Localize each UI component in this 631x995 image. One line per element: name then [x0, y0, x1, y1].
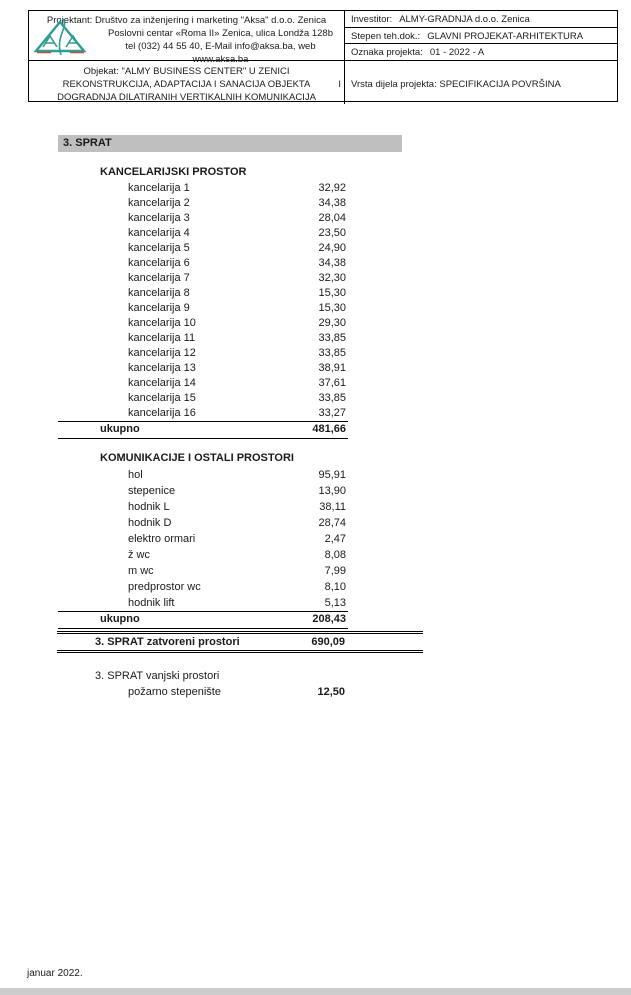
project-info-cell — [345, 11, 617, 60]
row-label: kancelarija 12 — [128, 347, 196, 359]
row-label: kancelarija 4 — [128, 227, 190, 239]
floor-title: 3. SPRAT — [63, 137, 112, 149]
table-row — [58, 547, 348, 563]
row-label: kancelarija 2 — [128, 197, 190, 209]
table-row — [58, 595, 348, 611]
page-bottom-edge — [0, 988, 631, 995]
table-row — [58, 301, 348, 316]
title-block-row1 — [29, 11, 617, 65]
table-row — [58, 196, 348, 211]
table-row — [58, 211, 348, 226]
table-row — [58, 531, 348, 547]
stepen-value: GLAVNI PROJEKAT-ARHITEKTURA — [427, 30, 584, 42]
grand-total-label: 3. SPRAT zatvoreni prostori — [95, 635, 240, 648]
row-label: kancelarija 5 — [128, 242, 190, 254]
table-row — [58, 271, 348, 286]
row-label: kancelarija 10 — [128, 317, 196, 329]
investitor-row — [345, 11, 617, 28]
oznaka-row — [345, 44, 617, 60]
row-value: 8,10 — [324, 581, 346, 593]
row-label: hodnik lift — [128, 597, 175, 609]
investitor-value: ALMY-GRADNJA d.o.o. Zenica — [399, 14, 530, 25]
row-value: 32,92 — [318, 182, 346, 194]
communications-rows — [58, 467, 348, 611]
row-label: kancelarija 8 — [128, 287, 190, 299]
title-block-row2 — [29, 61, 617, 104]
row-label: stepenice — [128, 485, 176, 497]
objekat-cell — [29, 61, 345, 104]
total-label: ukupno — [100, 613, 140, 625]
title-block — [28, 10, 618, 102]
row-label: elektro ormari — [128, 533, 196, 545]
investitor-label: Investitor: — [351, 14, 393, 25]
table-row — [58, 515, 348, 531]
row-value: 7,99 — [324, 565, 346, 577]
objekat-line2-overflow: I — [338, 79, 341, 90]
table-row — [58, 331, 348, 346]
row-value: 95,91 — [318, 469, 346, 481]
objekat-line3: DOGRADNJA DILATIRANIH VERTIKALNIH KOMUNIKACIJA — [57, 92, 316, 103]
section-title: KANCELARIJSKI PROSTOR — [100, 166, 247, 178]
section-communications — [58, 451, 348, 629]
row-label: kancelarija 15 — [128, 392, 196, 404]
row-value: 24,90 — [318, 242, 346, 254]
row-value: 37,61 — [318, 377, 346, 389]
row-value: 28,04 — [318, 212, 346, 224]
row-label: kancelarija 7 — [128, 272, 190, 284]
objekat-line2: REKONSTRUKCIJA, ADAPTACIJA I SANACIJA OBJEKTA — [62, 79, 311, 90]
table-row — [58, 391, 348, 406]
table-row — [58, 579, 348, 595]
stepen-label: Stepen teh.dok.: — [351, 30, 421, 42]
row-value: 33,85 — [318, 332, 346, 344]
offices-rows — [58, 181, 348, 421]
projektant-line3: tel (032) 44 55 40, E-Mail info@aksa.ba, web www.aksa.ba — [125, 41, 316, 65]
oznaka-value: 01 - 2022 - A — [429, 47, 485, 59]
table-row — [58, 226, 348, 241]
total-label: ukupno — [100, 423, 140, 435]
vrsta-label: Vrsta dijela projekta: — [351, 79, 437, 90]
table-row — [58, 563, 348, 579]
table-row — [58, 256, 348, 271]
floor-header — [58, 135, 402, 152]
table-row — [95, 684, 347, 700]
footer-date: januar 2022. — [27, 968, 83, 979]
row-value: 28,74 — [318, 517, 346, 529]
table-row — [58, 499, 348, 515]
section-title: KOMUNIKACIJE I OSTALI PROSTORI — [100, 452, 294, 464]
row-label: požarno stepenište — [128, 686, 221, 698]
row-label: m wc — [128, 565, 154, 577]
total-row — [58, 421, 348, 439]
projektant-cell — [29, 11, 345, 65]
table-row — [58, 181, 348, 196]
row-label: kancelarija 1 — [128, 182, 190, 194]
table-row — [58, 483, 348, 499]
table-row — [58, 406, 348, 421]
total-value: 208,43 — [312, 613, 346, 625]
projektant-line2: Poslovni centar «Roma II» Zenica, ulica Londža 128b — [108, 28, 333, 39]
row-value: 15,30 — [318, 302, 346, 314]
row-value: 23,50 — [318, 227, 346, 239]
grand-total-row — [57, 631, 423, 653]
row-label: kancelarija 16 — [128, 407, 196, 419]
vrsta-value: SPECIFIKACIJA POVRŠINA — [439, 79, 561, 90]
row-label: hol — [128, 469, 143, 481]
row-value: 38,91 — [318, 362, 346, 374]
row-value: 34,38 — [318, 257, 346, 269]
total-value: 481,66 — [312, 423, 346, 435]
row-label: kancelarija 3 — [128, 212, 190, 224]
row-value: 38,11 — [319, 501, 346, 513]
row-label: kancelarija 14 — [128, 377, 196, 389]
row-value: 12,50 — [317, 686, 345, 698]
row-label: kancelarija 11 — [128, 332, 196, 344]
table-row — [58, 361, 348, 376]
row-value: 5,13 — [324, 597, 346, 609]
table-row — [58, 467, 348, 483]
stepen-row — [345, 28, 617, 45]
table-row — [58, 286, 348, 301]
table-row — [58, 346, 348, 361]
row-value: 33,85 — [318, 347, 346, 359]
projektant-line1: Projektant: Društvo za inženjering i marketing "Aksa" d.o.o. Zenica — [46, 15, 327, 26]
row-value: 13,90 — [318, 485, 346, 497]
row-label: hodnik D — [128, 517, 172, 529]
vrsta-cell — [345, 61, 617, 104]
row-value: 33,27 — [318, 407, 346, 419]
table-row — [58, 316, 348, 331]
row-label: predprostor wc — [128, 581, 201, 593]
table-row — [58, 376, 348, 391]
oznaka-label: Oznaka projekta: — [351, 47, 423, 59]
row-label: kancelarija 13 — [128, 362, 196, 374]
outdoor-title: 3. SPRAT vanjski prostori — [95, 670, 220, 682]
row-label: kancelarija 6 — [128, 257, 190, 269]
aksa-logo — [33, 18, 89, 56]
row-label: hodnik L — [128, 501, 170, 513]
grand-total-value: 690,09 — [311, 635, 345, 648]
row-value: 29,30 — [318, 317, 346, 329]
row-value: 2,47 — [324, 533, 346, 545]
section-outdoor — [95, 668, 347, 700]
row-label: kancelarija 9 — [128, 302, 190, 314]
table-row — [58, 241, 348, 256]
row-value: 34,38 — [318, 197, 346, 209]
row-value: 15,30 — [318, 287, 346, 299]
row-value: 33,85 — [318, 392, 346, 404]
section-offices — [58, 165, 348, 439]
total-row — [58, 611, 348, 629]
row-value: 8,08 — [324, 549, 346, 561]
row-value: 32,30 — [318, 272, 346, 284]
row-label: ž wc — [128, 549, 150, 561]
objekat-line1: Objekat: "ALMY BUSINESS CENTER" U ZENICI — [83, 66, 290, 77]
